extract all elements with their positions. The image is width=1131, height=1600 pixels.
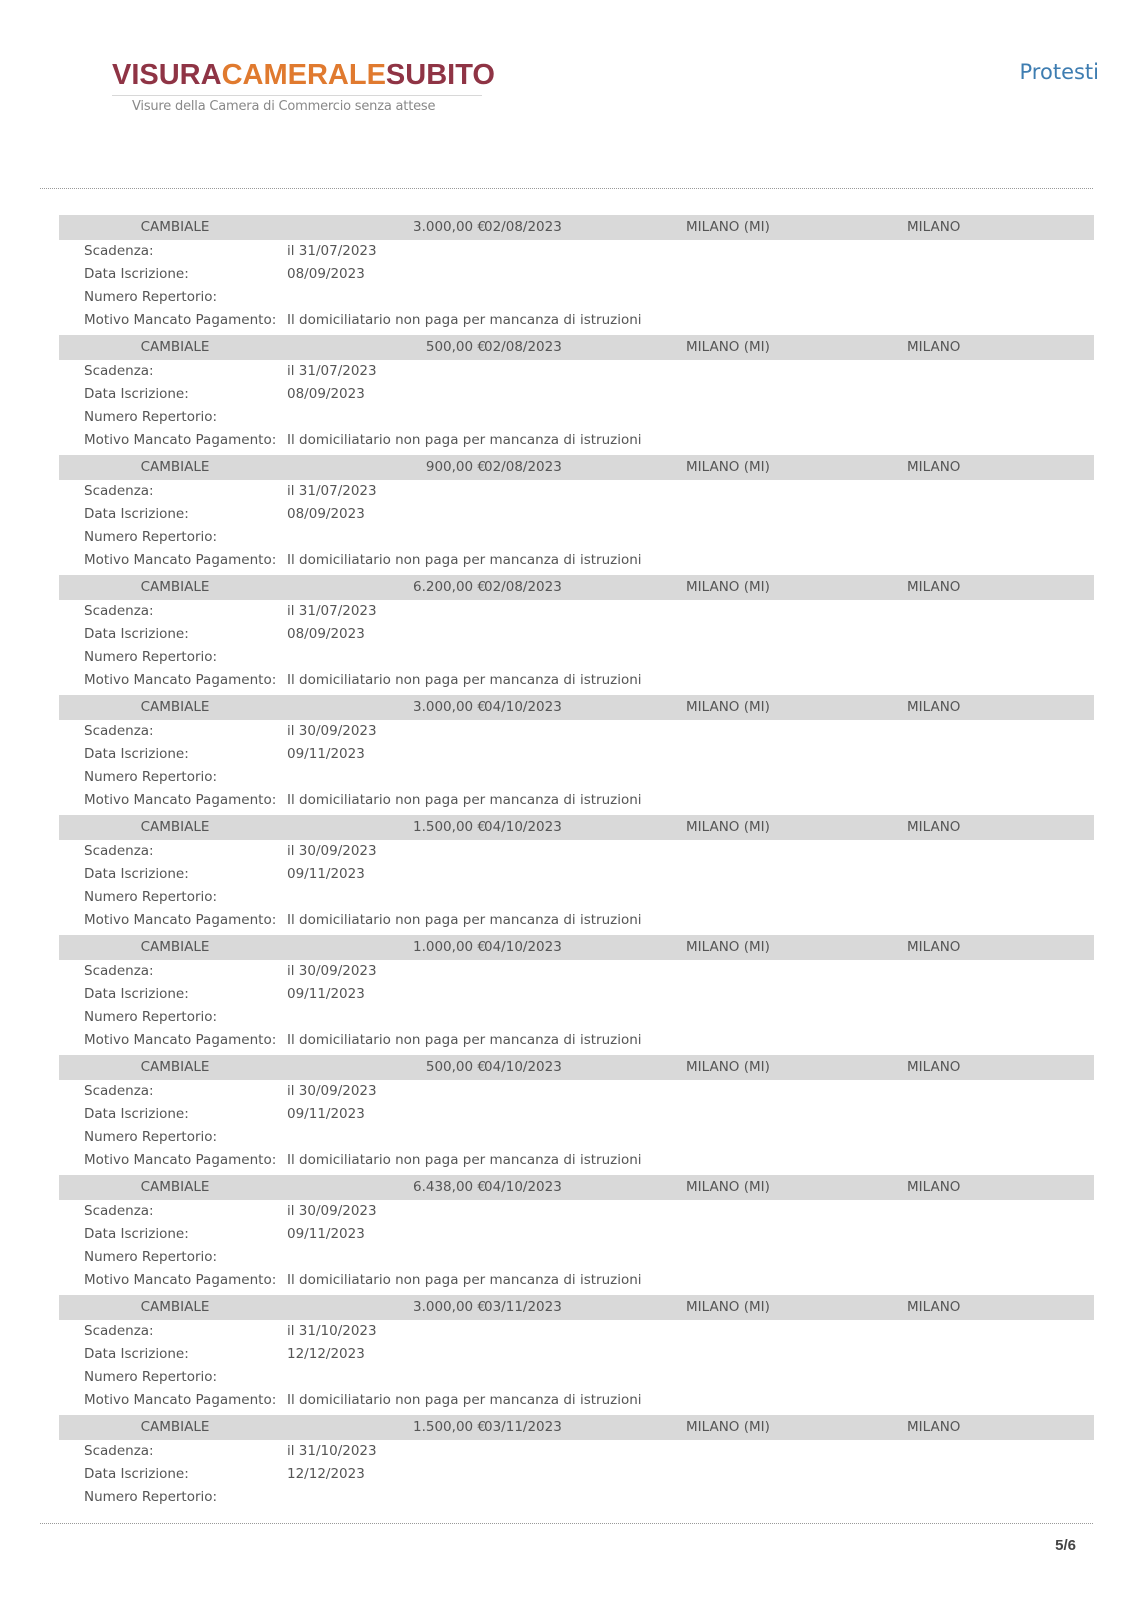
numero-repertorio-label: Numero Repertorio: [84, 769, 218, 785]
motivo-mancato-pagamento-label: Motivo Mancato Pagamento: [84, 1392, 277, 1408]
protesto-type: CAMBIALE [140, 939, 210, 955]
protesto-amount: 1.500,00 € [413, 819, 486, 835]
detail-row-numero-repertorio [59, 886, 1094, 909]
protesto-place: MILANO (MI) [686, 579, 770, 595]
numero-repertorio-label: Numero Repertorio: [84, 1489, 218, 1505]
protesto-date: 02/08/2023 [484, 219, 562, 235]
motivo-mancato-pagamento-label: Motivo Mancato Pagamento: [84, 432, 277, 448]
protesto-place: MILANO (MI) [686, 339, 770, 355]
protesto-place: MILANO (MI) [686, 1299, 770, 1315]
motivo-mancato-pagamento-label: Motivo Mancato Pagamento: [84, 1032, 277, 1048]
data-iscrizione-value: 09/11/2023 [287, 866, 365, 882]
protesto-date: 02/08/2023 [484, 339, 562, 355]
protesto-type: CAMBIALE [140, 819, 210, 835]
protesto-amount: 1.500,00 € [413, 1419, 486, 1435]
protesto-place: MILANO (MI) [686, 1419, 770, 1435]
scadenza-label: Scadenza: [84, 243, 154, 259]
protesto-place: MILANO (MI) [686, 819, 770, 835]
detail-row-motivo-mancato-pagamento [59, 789, 1094, 812]
protesto-entry [59, 1175, 1094, 1295]
detail-row-numero-repertorio [59, 646, 1094, 669]
data-iscrizione-label: Data Iscrizione: [84, 1106, 189, 1122]
scadenza-label: Scadenza: [84, 1443, 154, 1459]
data-iscrizione-label: Data Iscrizione: [84, 386, 189, 402]
detail-row-scadenza [59, 480, 1094, 503]
protesto-entry [59, 455, 1094, 575]
protesto-header [59, 1175, 1094, 1200]
detail-row-data-iscrizione [59, 863, 1094, 886]
data-iscrizione-label: Data Iscrizione: [84, 266, 189, 282]
detail-row-numero-repertorio [59, 526, 1094, 549]
protesto-header [59, 455, 1094, 480]
protesto-type: CAMBIALE [140, 1059, 210, 1075]
detail-row-scadenza [59, 1320, 1094, 1343]
scadenza-value: il 31/07/2023 [287, 243, 377, 259]
detail-row-data-iscrizione [59, 1463, 1094, 1486]
detail-row-numero-repertorio [59, 406, 1094, 429]
protesto-entry [59, 695, 1094, 815]
data-iscrizione-label: Data Iscrizione: [84, 1226, 189, 1242]
protesto-header [59, 1295, 1094, 1320]
protesto-entry [59, 575, 1094, 695]
protesto-date: 04/10/2023 [484, 819, 562, 835]
detail-row-data-iscrizione [59, 503, 1094, 526]
detail-row-scadenza [59, 600, 1094, 623]
protesto-type: CAMBIALE [140, 339, 210, 355]
protesto-amount: 900,00 € [425, 459, 486, 475]
detail-row-motivo-mancato-pagamento [59, 669, 1094, 692]
protesto-header [59, 1415, 1094, 1440]
data-iscrizione-value: 08/09/2023 [287, 266, 365, 282]
protesto-header [59, 815, 1094, 840]
data-iscrizione-label: Data Iscrizione: [84, 1466, 189, 1482]
detail-row-data-iscrizione [59, 263, 1094, 286]
data-iscrizione-value: 09/11/2023 [287, 1226, 365, 1242]
scadenza-value: il 31/07/2023 [287, 603, 377, 619]
motivo-mancato-pagamento-label: Motivo Mancato Pagamento: [84, 1152, 277, 1168]
protesto-city: MILANO [907, 579, 961, 595]
scadenza-label: Scadenza: [84, 483, 154, 499]
motivo-mancato-pagamento-value: Il domiciliatario non paga per mancanza di istruzioni [287, 552, 642, 568]
data-iscrizione-label: Data Iscrizione: [84, 1346, 189, 1362]
protesto-date: 04/10/2023 [484, 939, 562, 955]
data-iscrizione-value: 12/12/2023 [287, 1466, 365, 1482]
data-iscrizione-value: 09/11/2023 [287, 1106, 365, 1122]
data-iscrizione-label: Data Iscrizione: [84, 866, 189, 882]
detail-row-motivo-mancato-pagamento [59, 309, 1094, 332]
protesto-header [59, 1055, 1094, 1080]
detail-row-data-iscrizione [59, 1223, 1094, 1246]
protesto-header [59, 335, 1094, 360]
protesto-place: MILANO (MI) [686, 219, 770, 235]
detail-row-scadenza [59, 1440, 1094, 1463]
protesto-type: CAMBIALE [140, 459, 210, 475]
numero-repertorio-label: Numero Repertorio: [84, 1249, 218, 1265]
scadenza-value: il 30/09/2023 [287, 843, 377, 859]
protesto-city: MILANO [907, 1299, 961, 1315]
motivo-mancato-pagamento-label: Motivo Mancato Pagamento: [84, 552, 277, 568]
detail-row-numero-repertorio [59, 1486, 1094, 1509]
logo-part-visura: VISURA [112, 59, 222, 91]
protesto-entry [59, 1415, 1094, 1509]
footer-divider [40, 1523, 1093, 1524]
scadenza-value: il 30/09/2023 [287, 723, 377, 739]
detail-row-numero-repertorio [59, 1126, 1094, 1149]
protesto-city: MILANO [907, 939, 961, 955]
scadenza-label: Scadenza: [84, 1323, 154, 1339]
data-iscrizione-value: 08/09/2023 [287, 386, 365, 402]
protesto-entry [59, 935, 1094, 1055]
motivo-mancato-pagamento-value: Il domiciliatario non paga per mancanza di istruzioni [287, 1032, 642, 1048]
numero-repertorio-label: Numero Repertorio: [84, 1369, 218, 1385]
scadenza-label: Scadenza: [84, 363, 154, 379]
detail-row-numero-repertorio [59, 766, 1094, 789]
detail-row-motivo-mancato-pagamento [59, 909, 1094, 932]
protesto-city: MILANO [907, 1059, 961, 1075]
detail-row-motivo-mancato-pagamento [59, 1389, 1094, 1412]
detail-row-numero-repertorio [59, 1006, 1094, 1029]
detail-row-data-iscrizione [59, 743, 1094, 766]
motivo-mancato-pagamento-label: Motivo Mancato Pagamento: [84, 792, 277, 808]
protesto-amount: 500,00 € [425, 1059, 486, 1075]
protesto-entry [59, 215, 1094, 335]
protesto-place: MILANO (MI) [686, 1059, 770, 1075]
protesto-city: MILANO [907, 819, 961, 835]
protesto-date: 03/11/2023 [484, 1299, 562, 1315]
logo [112, 58, 495, 116]
detail-row-motivo-mancato-pagamento [59, 549, 1094, 572]
detail-row-motivo-mancato-pagamento [59, 1029, 1094, 1052]
protesto-city: MILANO [907, 219, 961, 235]
numero-repertorio-label: Numero Repertorio: [84, 1009, 218, 1025]
motivo-mancato-pagamento-label: Motivo Mancato Pagamento: [84, 312, 277, 328]
data-iscrizione-label: Data Iscrizione: [84, 746, 189, 762]
protesto-date: 04/10/2023 [484, 699, 562, 715]
scadenza-label: Scadenza: [84, 843, 154, 859]
protesto-city: MILANO [907, 339, 961, 355]
scadenza-value: il 31/07/2023 [287, 363, 377, 379]
scadenza-label: Scadenza: [84, 963, 154, 979]
scadenza-value: il 31/07/2023 [287, 483, 377, 499]
logo-tagline: Visure della Camera di Commercio senza attese [132, 99, 436, 114]
logo-part-subito: SUBITO [385, 59, 495, 91]
protesto-amount: 6.200,00 € [413, 579, 486, 595]
numero-repertorio-label: Numero Repertorio: [84, 649, 218, 665]
protesto-header [59, 575, 1094, 600]
motivo-mancato-pagamento-label: Motivo Mancato Pagamento: [84, 1272, 277, 1288]
motivo-mancato-pagamento-value: Il domiciliatario non paga per mancanza di istruzioni [287, 912, 642, 928]
scadenza-value: il 31/10/2023 [287, 1323, 377, 1339]
protesto-header [59, 935, 1094, 960]
protesto-type: CAMBIALE [140, 1299, 210, 1315]
scadenza-value: il 31/10/2023 [287, 1443, 377, 1459]
detail-row-numero-repertorio [59, 286, 1094, 309]
detail-row-scadenza [59, 960, 1094, 983]
protesto-type: CAMBIALE [140, 699, 210, 715]
detail-row-scadenza [59, 1200, 1094, 1223]
detail-row-scadenza [59, 240, 1094, 263]
detail-row-motivo-mancato-pagamento [59, 429, 1094, 452]
protesto-place: MILANO (MI) [686, 939, 770, 955]
motivo-mancato-pagamento-value: Il domiciliatario non paga per mancanza di istruzioni [287, 792, 642, 808]
scadenza-value: il 30/09/2023 [287, 1083, 377, 1099]
data-iscrizione-label: Data Iscrizione: [84, 506, 189, 522]
protesto-header [59, 215, 1094, 240]
protesto-amount: 3.000,00 € [413, 699, 486, 715]
protesto-type: CAMBIALE [140, 1179, 210, 1195]
protesto-type: CAMBIALE [140, 1419, 210, 1435]
numero-repertorio-label: Numero Repertorio: [84, 1129, 218, 1145]
detail-row-data-iscrizione [59, 1103, 1094, 1126]
protesto-date: 03/11/2023 [484, 1419, 562, 1435]
scadenza-value: il 30/09/2023 [287, 963, 377, 979]
protesto-date: 02/08/2023 [484, 579, 562, 595]
protesto-amount: 3.000,00 € [413, 1299, 486, 1315]
section-title: Protesti [1019, 60, 1099, 84]
header-divider [40, 188, 1093, 189]
detail-row-scadenza [59, 1080, 1094, 1103]
protesto-type: CAMBIALE [140, 579, 210, 595]
protesto-amount: 1.000,00 € [413, 939, 486, 955]
motivo-mancato-pagamento-value: Il domiciliatario non paga per mancanza di istruzioni [287, 312, 642, 328]
motivo-mancato-pagamento-value: Il domiciliatario non paga per mancanza di istruzioni [287, 432, 642, 448]
protesto-date: 02/08/2023 [484, 459, 562, 475]
data-iscrizione-value: 12/12/2023 [287, 1346, 365, 1362]
protesto-header [59, 695, 1094, 720]
protesto-place: MILANO (MI) [686, 459, 770, 475]
protesto-amount: 6.438,00 € [413, 1179, 486, 1195]
protesto-place: MILANO (MI) [686, 1179, 770, 1195]
data-iscrizione-label: Data Iscrizione: [84, 626, 189, 642]
data-iscrizione-label: Data Iscrizione: [84, 986, 189, 1002]
scadenza-label: Scadenza: [84, 723, 154, 739]
protesto-entry [59, 335, 1094, 455]
logo-part-camerale: CAMERALE [221, 59, 386, 91]
detail-row-numero-repertorio [59, 1246, 1094, 1269]
motivo-mancato-pagamento-value: Il domiciliatario non paga per mancanza di istruzioni [287, 1152, 642, 1168]
numero-repertorio-label: Numero Repertorio: [84, 529, 218, 545]
logo-title [112, 58, 495, 92]
detail-row-data-iscrizione [59, 383, 1094, 406]
data-iscrizione-value: 08/09/2023 [287, 506, 365, 522]
scadenza-label: Scadenza: [84, 1203, 154, 1219]
motivo-mancato-pagamento-value: Il domiciliatario non paga per mancanza di istruzioni [287, 1392, 642, 1408]
detail-row-data-iscrizione [59, 983, 1094, 1006]
detail-row-motivo-mancato-pagamento [59, 1269, 1094, 1292]
protesto-entry [59, 1295, 1094, 1415]
scadenza-label: Scadenza: [84, 1083, 154, 1099]
motivo-mancato-pagamento-value: Il domiciliatario non paga per mancanza di istruzioni [287, 1272, 642, 1288]
protesto-city: MILANO [907, 1419, 961, 1435]
detail-row-scadenza [59, 720, 1094, 743]
numero-repertorio-label: Numero Repertorio: [84, 289, 218, 305]
protesto-date: 04/10/2023 [484, 1179, 562, 1195]
detail-row-scadenza [59, 840, 1094, 863]
protesto-amount: 3.000,00 € [413, 219, 486, 235]
detail-row-data-iscrizione [59, 1343, 1094, 1366]
protesto-amount: 500,00 € [425, 339, 486, 355]
data-iscrizione-value: 08/09/2023 [287, 626, 365, 642]
data-iscrizione-value: 09/11/2023 [287, 746, 365, 762]
protesto-city: MILANO [907, 699, 961, 715]
protesto-date: 04/10/2023 [484, 1059, 562, 1075]
motivo-mancato-pagamento-label: Motivo Mancato Pagamento: [84, 672, 277, 688]
scadenza-value: il 30/09/2023 [287, 1203, 377, 1219]
detail-row-data-iscrizione [59, 623, 1094, 646]
numero-repertorio-label: Numero Repertorio: [84, 889, 218, 905]
numero-repertorio-label: Numero Repertorio: [84, 409, 218, 425]
page-number: 5/6 [1055, 1537, 1076, 1554]
detail-row-motivo-mancato-pagamento [59, 1149, 1094, 1172]
scadenza-label: Scadenza: [84, 603, 154, 619]
protesto-city: MILANO [907, 459, 961, 475]
protesto-place: MILANO (MI) [686, 699, 770, 715]
logo-divider [112, 95, 482, 96]
protesto-entry [59, 815, 1094, 935]
detail-row-scadenza [59, 360, 1094, 383]
motivo-mancato-pagamento-value: Il domiciliatario non paga per mancanza di istruzioni [287, 672, 642, 688]
motivo-mancato-pagamento-label: Motivo Mancato Pagamento: [84, 912, 277, 928]
detail-row-numero-repertorio [59, 1366, 1094, 1389]
protesto-entry [59, 1055, 1094, 1175]
data-iscrizione-value: 09/11/2023 [287, 986, 365, 1002]
protesto-city: MILANO [907, 1179, 961, 1195]
protesto-type: CAMBIALE [140, 219, 210, 235]
protesti-list [59, 215, 1094, 1509]
